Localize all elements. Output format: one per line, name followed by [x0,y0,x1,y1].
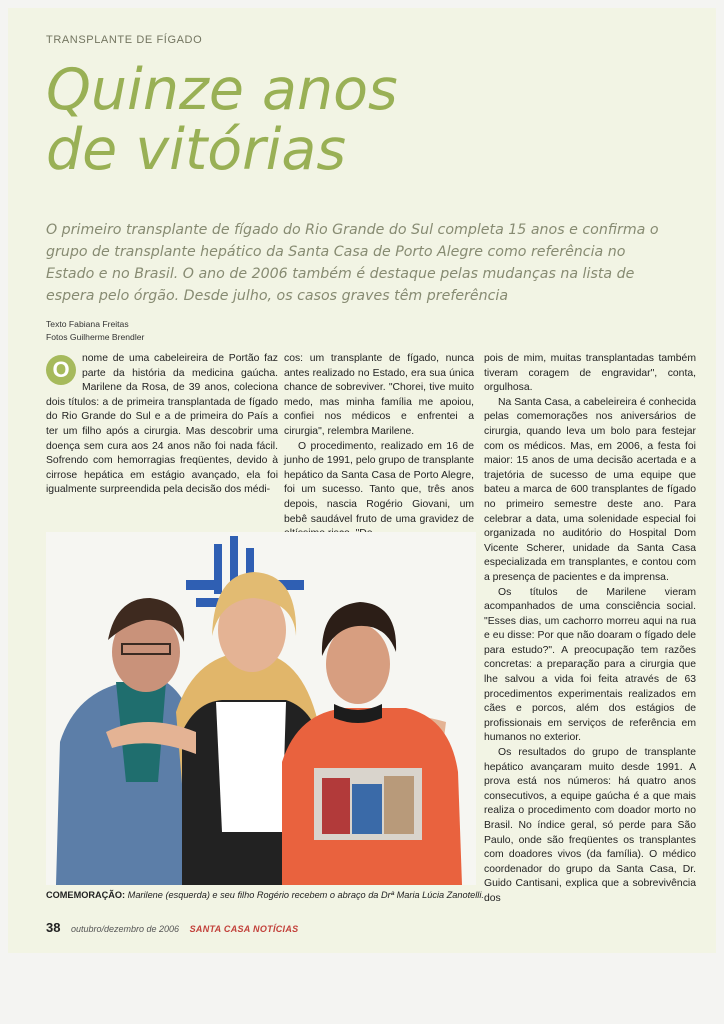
paragraph [46,352,278,498]
section-label: TRANSPLANTE DE FÍGADO [46,34,203,46]
article-column-2 [284,352,474,542]
photo-credit: Fotos Guilherme Brendler [46,332,145,342]
caption-text: Marilene (esquerda) e seu filho Rogério recebem o abraço da Drª Maria Lúcia Zanotelli. [125,890,484,900]
text-credit: Texto Fabiana Freitas [46,319,129,329]
magazine-page [8,8,716,953]
issue-date: outubro/dezembro de 2006 [70,924,180,934]
publication-name: SANTA CASA NOTÍCIAS [189,924,299,934]
caption-label: COMEMORAÇÃO: [46,890,126,900]
page-number: 38 [46,920,61,935]
photo-caption [46,890,484,900]
article-column-1 [46,352,278,498]
drop-cap: O [46,355,76,385]
article-column-3 [484,352,696,907]
paragraph: Na Santa Casa, a cabeleireira é conhecida pelas comemorações nos aniversários de cirurgia, quando leva um bolo para festejar com os médicos. Mas, em 2006, a festa foi maior: 15 anos de uma decisão acertada e a trajetória de sucesso de uma equipe que bateu a marca de 600 transplantes de fígado no primeiro semestre deste ano. Para celebrar a data, uma solenidade especial foi organizada no auditório do Hospital Dom Vicente Scherer, unidade da Santa Casa especializada em transplantes, e contou com a presença de pacientes e da imprensa. [484,396,696,583]
paragraph: Os títulos de Marilene vieram acompanhados de uma consciência social. "Esses dias, um cachorro morreu aqui na rua e eu disse: Por que não doaram o fígado dele para estudo?". A preocupação tem razões concretas: a preparação para a cirurgia que lhe salvou a vida foi feita através de 63 procedimentos experimentais realizados em cães e porcos, além dos estágios de profissionais em serviços de referência em humanos no exterior. [484,586,696,744]
article-photo [46,532,476,885]
article-credits [46,318,144,344]
photo-illustration [46,532,476,885]
paragraph: pois de mim, muitas transplantadas também tiveram coragem de engravidar", conta, orgulhosa. [484,353,696,394]
article-title [46,57,398,183]
page-footer [46,920,298,935]
article-lead: O primeiro transplante de fígado do Rio Grande do Sul completa 15 anos e confirma o grupo de transplante hepático da Santa Casa de Porto Alegre como referência no Estado e no Brasil. O ano de 2006 também é destaque pelas mudanças na lista de espera pelo órgão. Desde julho, os casos graves têm preferência [46,222,659,304]
paragraph-text: nome de uma cabeleireira de Portão faz parte da história da medicina gaúcha. Marilene da Rosa, de 39 anos, coleciona dois títulos: a de primeira transplantada de fígado do Rio Grande do Sul e a de primeira do País a ter um filho após a cirurgia. Mas descobrir uma doença sem cura aos 24 anos não foi nada fácil. Sofrendo com hemorragias freqüentes, devido à cirrose hepática em estágio avançado, ela foi igualmente surpreendida pela decisão dos médi- [46,353,278,496]
title-line-2: de vitórias [46,117,347,183]
paragraph: O procedimento, realizado em 16 de junho de 1991, pelo grupo de transplante hepático da Santa Casa de Porto Alegre, foi um sucesso. Tanto que, três anos depois, nascia Rogério Giovani, um bebê saudável fruto de uma gravidez de [284,440,474,525]
paragraph: Os resultados do grupo de transplante hepático avançaram muito desde 1991. A prova está nos números: há quatro anos consecutivos, a equipe gaúcha é a que mais realiza o procedimento com doador morto no Brasil. No índice geral, só perde para São Paulo, onde são freqüentes os transplantes com doadores vivos (da família). O médico coordenador do grupo da Santa Casa, Dr. Guido Cantisani, explica que a sobrevivência dos [484,747,696,904]
paragraph: cos: um transplante de fígado, nunca antes realizado no Estado, era sua única chance de sobreviver. "Chorei, tive muito medo, mas minha família me apoiou, confiei nos médicos e enfrentei a cirurgia", relembra Marilene. [284,353,474,437]
title-line-1: Quinze anos [46,57,398,123]
